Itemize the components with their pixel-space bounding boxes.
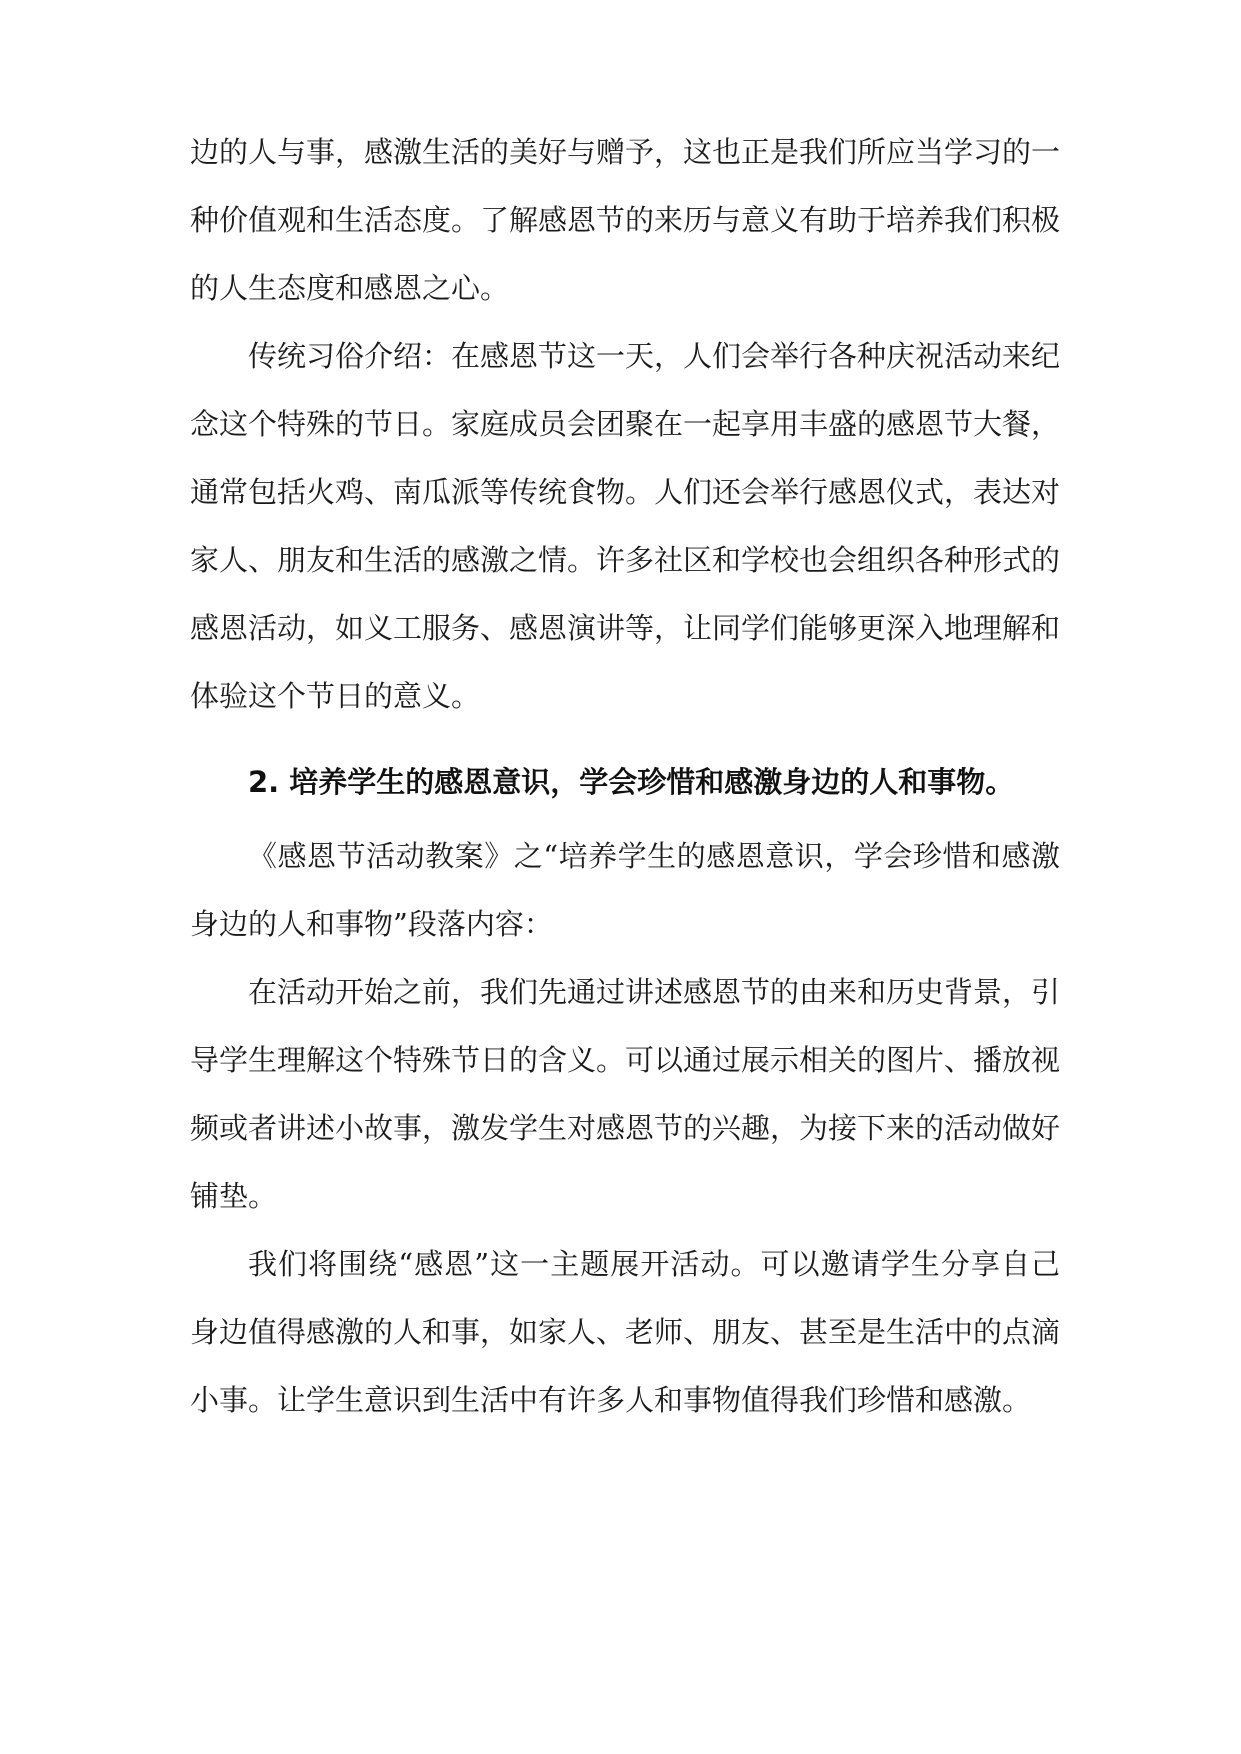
paragraph-line: 《感恩节活动教案》之“培养学生的感恩意识，学会珍惜和感激 [248, 839, 1060, 873]
paragraph-line: 身边的人和事物”段落内容： [190, 907, 553, 941]
paragraph-line: 小事。让学生意识到生活中有许多人和事物值得我们珍惜和感激。 [190, 1383, 1032, 1417]
paragraph-line: 家人、朋友和生活的感激之情。许多社区和学校也会组织各种形式的 [190, 543, 1061, 577]
paragraph-line: 边的人与事，感激生活的美好与赠予，这也正是我们所应当学习的一 [190, 135, 1061, 169]
paragraph-line: 导学生理解这个特殊节日的含义。可以通过展示相关的图片、播放视 [190, 1043, 1061, 1077]
paragraph-line: 念这个特殊的节日。家庭成员会团聚在一起享用丰盛的感恩节大餐， [190, 407, 1061, 441]
paragraph-line: 在活动开始之前，我们先通过讲述感恩节的由来和历史背景，引 [248, 975, 1061, 1009]
section-heading: 2. 培养学生的感恩意识，学会珍惜和感激身边的人和事物。 [248, 765, 1015, 799]
paragraph-line: 种价值观和生活态度。了解感恩节的来历与意义有助于培养我们积极 [190, 203, 1061, 237]
paragraph-line: 感恩活动，如义工服务、感恩演讲等，让同学们能够更深入地理解和 [190, 611, 1061, 645]
paragraph-line: 身边值得感激的人和事，如家人、老师、朋友、甚至是生活中的点滴 [190, 1315, 1061, 1349]
paragraph-line: 频或者讲述小故事，激发学生对感恩节的兴趣，为接下来的活动做好 [190, 1111, 1061, 1145]
paragraph-line: 体验这个节日的意义。 [190, 679, 481, 713]
paragraph-line: 传统习俗介绍：在感恩节这一天，人们会举行各种庆祝活动来纪 [248, 339, 1061, 373]
paragraph-line: 铺垫。 [190, 1179, 278, 1213]
paragraph-line: 我们将围绕“感恩”这一主题展开活动。可以邀请学生分享自己 [248, 1247, 1060, 1281]
paragraph-line: 通常包括火鸡、南瓜派等传统食物。人们还会举行感恩仪式，表达对 [190, 475, 1061, 509]
paragraph-line: 的人生态度和感恩之心。 [190, 271, 510, 305]
